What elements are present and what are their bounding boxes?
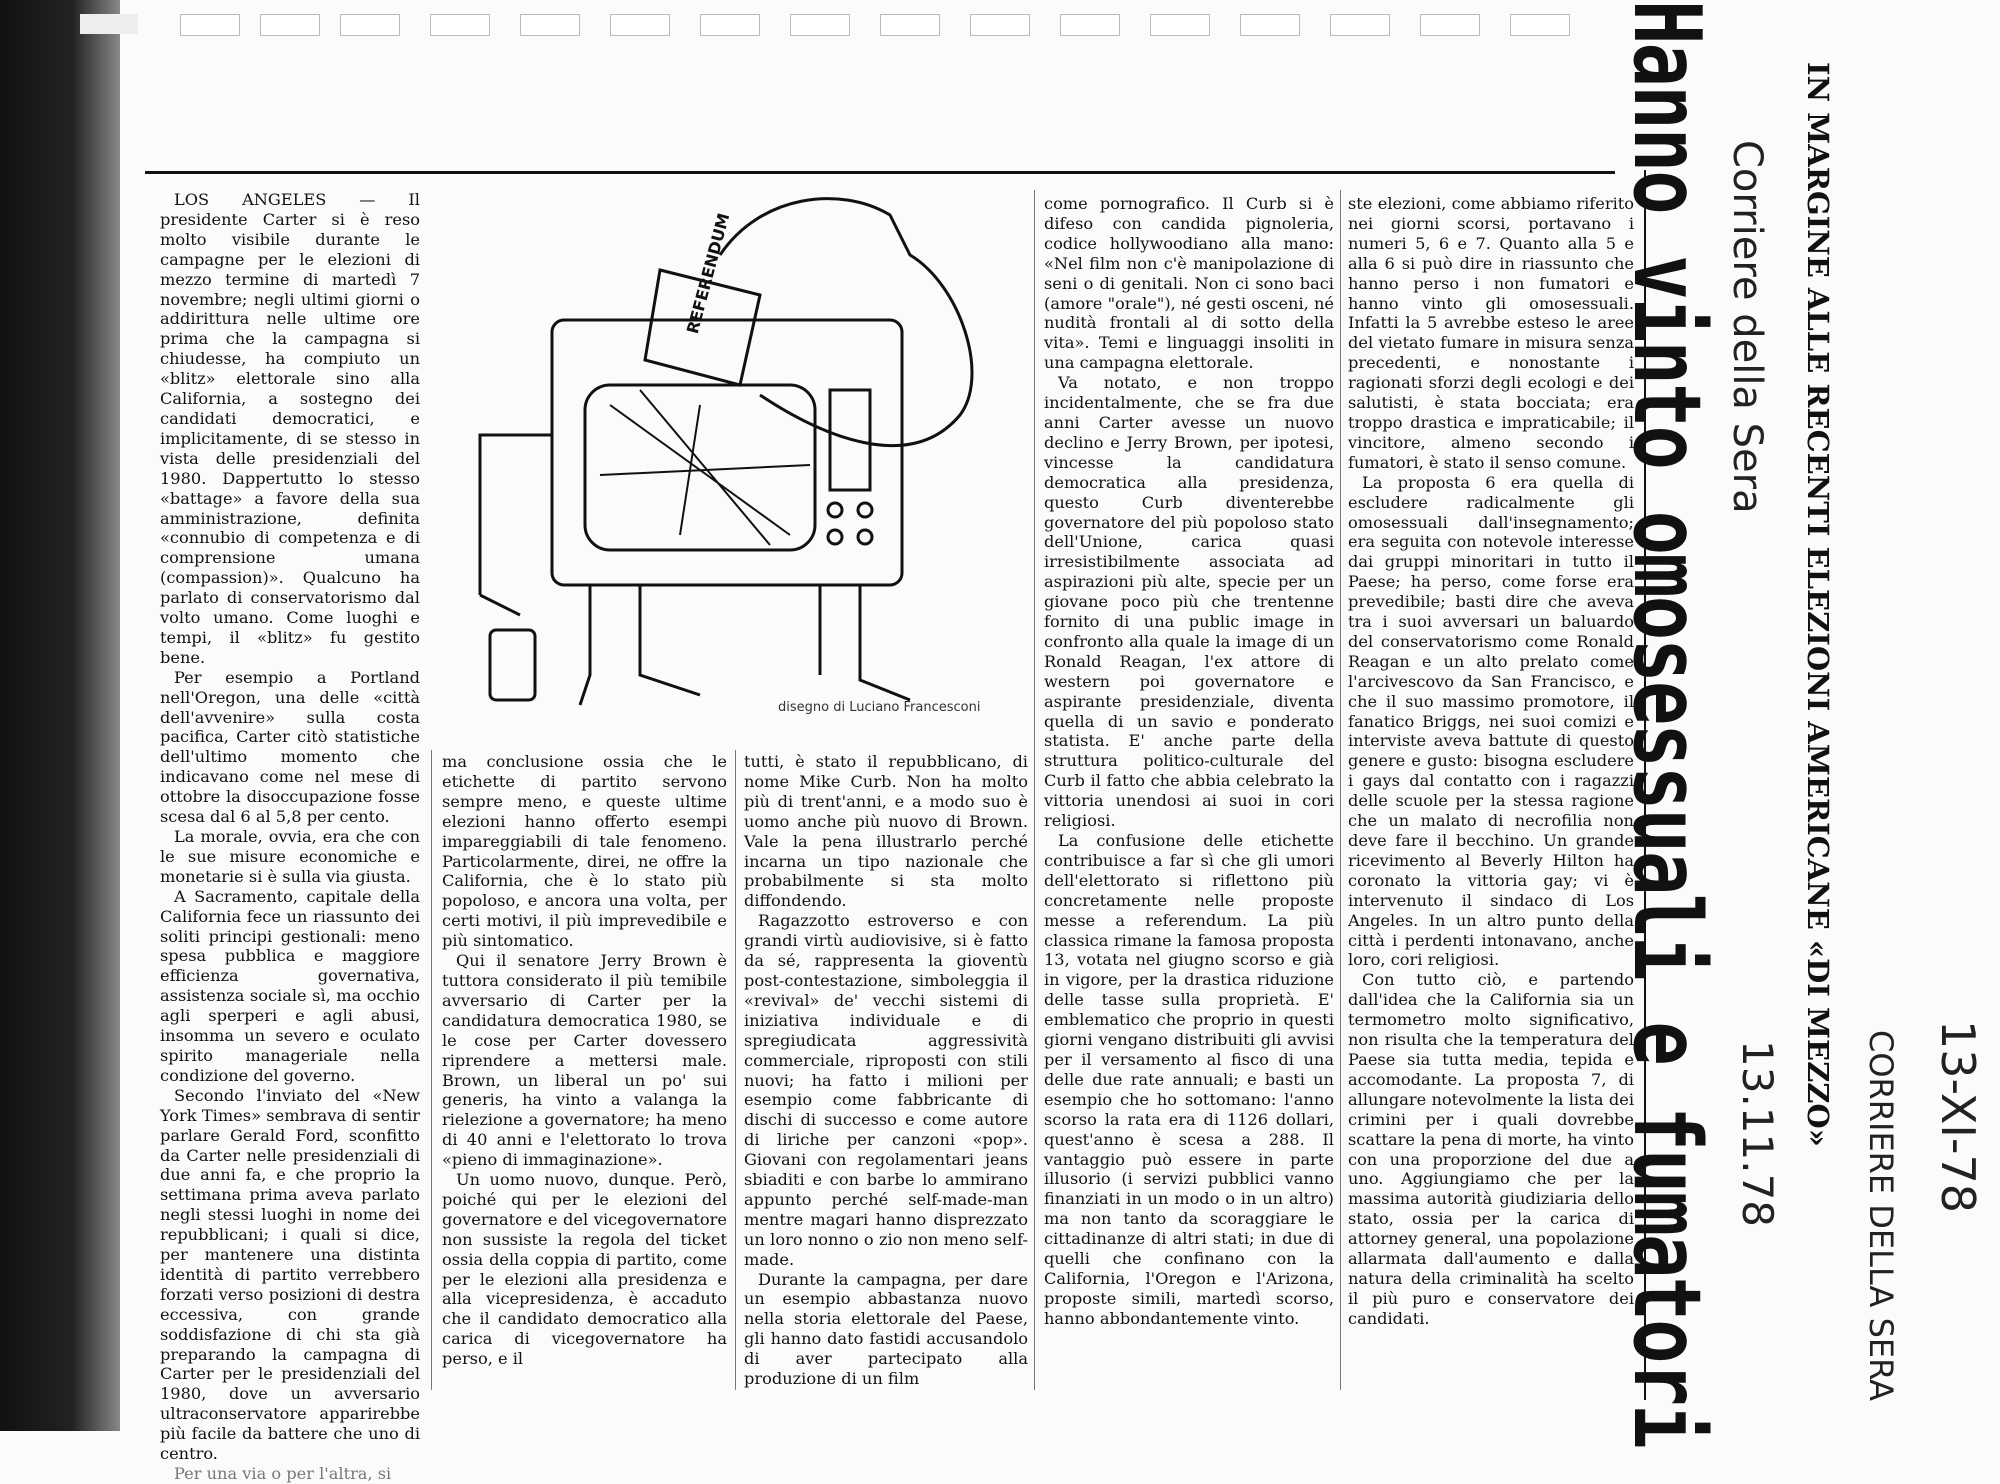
subheadline: IN MARGINE ALLE RECENTI ELEZIONI AMERICANE «DI MEZZO» (1801, 62, 1835, 1147)
paragraph: Secondo l'inviato del «New York Times» sembrava di sentir parlare Gerald Ford, sconfitto da Carter nelle presidenziali di due anni fa, e che proprio la settimana prima aveva parlato negli stessi luoghi in nome dei repubblicani; i quali si dice, per mantenere una distinta identità di partito verrebbero forzati verso posizioni di destra eccessiva, con grande soddisfazione di chi sta già preparando la campagna di Carter per le presidenziali del 1980, dove un avversario ultraconservatore apparirebbe più facile da battere che uno di centro. (160, 1085, 420, 1464)
paragraph: tutti, è stato il repubblicano, di nome Mike Curb. Non ha molto più di trent'anni, e a modo suo è uomo anche più nuovo di Brown. Vale la pena illustrarlo perché incarna un tipo nazionale che probabilmente si sta molto diffondendo. (744, 752, 1028, 911)
paragraph: A Sacramento, capitale della California fece un riassunto dei soliti principi gestionali: meno spesa pubblica e maggiore efficienza governativa, assistenza sociale sì, ma occhio agli sperperi e agli abusi, insomma un severo e oculato spirito manageriale nella condizione del governo. (160, 886, 420, 1085)
paragraph: Va notato, e non troppo incidentalmente, che se fra due anni Carter avesse un nuovo declino e Jerry Brown, per ipotesi, vincesse la candidatura democratica alla presidenza, questo Curb diventerebbe governatore del più popoloso stato dell'Unione, carica quasi irresistibilmente associata ad aspirazioni più alte, specie per un giovane poco più che trentenne fornito di una public image in confronto alla quale la image di un Ronald Reagan, l'ex attore di western poi governatore e aspirante presidenziale, diventa quella di un savio e ponderato statista. E' anche parte della struttura politico-culturale del Curb il fatto che abbia celebrato la vittoria unendosi ai suoi in cori religiosi. (1044, 373, 1334, 831)
paragraph: LOS ANGELES — Il presidente Carter si è reso molto visibile durante le campagne per le elezioni di mezzo termine di martedì 7 novembre; negli ultimi giorni o addirittura nelle ultime ore prima che la campagna si chiudesse, ha compiuto un «blitz» elettorale sino alla California, a sostegno dei candidati democratici, e implicitamente, di se stesso in vista delle presidenziali del 1980. Dappertutto lo stesso «battage» a favore della sua amministrazione, definita «connubio di competenza e di comprensione umana (compassion)». Qualcuno ha parlato di conservatorismo dal volto umano. Come luoghi e tempi, il «blitz» fu gestito bene. (160, 190, 420, 667)
paragraph: La morale, ovvia, era che con le sue misure economiche e monetarie si è sulla via giusta. (160, 827, 420, 886)
article-column-1 (160, 190, 420, 1484)
column-rule (735, 750, 736, 1390)
paragraph: ma conclusione ossia che le etichette di partito servono sempre meno, e queste ultime elezioni hanno offerto esempi impareggiabili di tale fenomeno. Particolarmente, direi, ne offre la California, che è lo stato più popoloso, e ancora una volta, per certi motivi, il più imprevedibile e più sintomatico. (442, 752, 727, 951)
handwritten-date: 13.11.78 (1733, 1040, 1782, 1228)
article-column-3 (744, 752, 1028, 1389)
paragraph: ste elezioni, come abbiamo riferito nei giorni scorsi, portavano i numeri 5, 6 e 7. Quanto alla 5 e alla 6 si può dire in riassunto che hanno perso i non fumatori e hanno vinto gli omosessuali. Infatti la 5 avrebbe esteso le aree del vietato fumare in misura senza precedenti, e nonostante i ragionati sforzi degli ecologi e dei salutisti, è stata bocciata; era troppo drastica e impraticabile; il vincitore, almeno secondo i fumatori, è stato il senso comune. (1348, 194, 1634, 472)
ballot-label: REFERENDUM (682, 211, 734, 336)
column-rule (1034, 190, 1035, 1390)
cartoon-illustration (440, 175, 1020, 720)
paragraph: Durante la campagna, per dare un esempio abbastanza nuovo nella storia elettorale del Paese, gli hanno dato fastidi accusandolo di aver partecipato alla produzione di un film (744, 1269, 1028, 1389)
headline: Hanno vinto omosessuali e fumatori (1612, 0, 1720, 1447)
paragraph: Con tutto ciò, e partendo dall'idea che la California sia un termometro molto significativo, non risulta che la temperatura del Paese sia tutta media, tepida e accomodante. La proposta 7, di allungare notevolmente la lista dei crimini per i quali dovrebbe scattare la pena di morte, ha vinto con una proporzione del due a uno. Aggiungiamo che per la massima autorità giudiziaria dello stato, ossia per la carica di attorney general, una popolazione allarmata dall'aumento e dalla natura della criminalità ha scelto il più puro e conservatore dei candidati. (1348, 970, 1634, 1328)
handwritten-newspaper-name: Corriere della Sera (1724, 140, 1770, 514)
column-rule (1340, 190, 1341, 1390)
article-column-2 (442, 752, 727, 1369)
paragraph: Un uomo nuovo, dunque. Però, poiché qui per le elezioni del governatore e del vicegovernatore non sussiste la regola del ticket ossia della coppia di partito, come per le elezioni alla presidenza e alla vicepresidenza, è accaduto che il candidato democratico alla carica di vicegovernatore ha perso, e il (442, 1170, 727, 1369)
column-rule (431, 750, 432, 1390)
paragraph: Per esempio a Portland nell'Oregon, una delle «città dell'avvenire» sulla costa pacifica, Carter citò statistiche dell'ultimo momento che indicavano come nel mese di ottobre la disoccupazione fosse scesa dal 6 al 5,8 per cento. (160, 667, 420, 827)
paragraph: Ragazzotto estroverso e con grandi virtù audiovisive, si è fatto da sé, rappresenta la gioventù post-contestazione, simboleggia il «revival» de' vecchi sistemi di iniziativa individuale e di spregiudicata aggressività commerciale, riproposti con stili nuovi; ha fatto i milioni per esempio come fabbricante di dischi di successo e come autore di liriche per canzoni «pop». Giovani con regolamentari jeans sbiaditi e con barbe lo ammirano appunto perché self-made-man mentre magari hanno disprezzato un loro nonno o zio non meno self-made. (744, 911, 1028, 1269)
paragraph: come pornografico. Il Curb si è difeso con candida pignoleria, codice hollywoodiano alla mano: «Nel film non c'è manipolazione di seni o di genitali. Non ci sono baci (amore "orale"), né gesti osceni, né nudità frontali al di sotto della vita». Temi e linguaggi insoliti in una campagna elettorale. (1044, 194, 1334, 373)
paragraph: Per una via o per l'altra, si (174, 1464, 392, 1483)
article-column-4 (1044, 194, 1334, 1329)
paragraph: La proposta 6 era quella di escludere radicalmente gli omosessuali dall'insegnamento; era seguita con notevole interesse dai gruppi minoritari in tutto il Paese; ha perso, come forse era prevedibile; basti dire che aveva tra i suoi avversari un baluardo del conservatorismo come Ronald Reagan e un alto prelato come l'arcivescovo da San Francisco, e che il suo massimo promotore, il fanatico Briggs, nei suoi comizi e interviste aveva battute di questo genere e gusto: bisogna escludere i gays dal contatto con i ragazzi delle scuole per la stessa ragione che un malato di necrofilia non deve fare il becchino. Un grande ricevimento al Beverly Hilton ha coronato la vittoria gay; vi è intervenuto il sindaco di Los Angeles. In un altro punto della città i perdenti intonavano, anche loro, cori religiosi. (1348, 472, 1634, 970)
margin-date: 13-XI-78 (1931, 1020, 1985, 1214)
article-column-5 (1348, 194, 1634, 1329)
paragraph: La confusione delle etichette contribuisce a far sì che gli umori dell'elettorato si riflettono più concretamente nelle proposte messe a referendum. La più classica rimane la famosa proposta 13, votata nel giugno scorso e già in vigore, per la drastica riduzione delle tasse sulla proprietà. E' emblematico che proprio in questi giorni vengano distribuiti gli avvisi per il versamento al fisco di una delle due rate annuali; e basti un esempio che ho sottomano: l'anno scorso la rata era di 1126 dollari, quest'anno è scesa a 288. Il vantaggio può essere in parte illusorio (i servizi pubblici vanno finanziati in un modo o in un altro) ma non tanto da scoraggiare le cittadinanze di altri stati; in due di quelli che confinano con la California, l'Oregon e l'Arizona, proposte simili, martedì scorso, hanno abbondantemente vinto. (1044, 831, 1334, 1328)
margin-newspaper-name: CORRIERE DELLA SERA (1862, 1030, 1900, 1401)
scan-dark-edge (0, 0, 120, 1431)
illustration-credit: disegno di Luciano Francesconi (778, 700, 981, 715)
paragraph: Qui il senatore Jerry Brown è tuttora considerato il più temibile avversario di Carter per la candidatura democratica 1980, se le cose per Carter dovessero riprendere a mettersi male. Brown, un liberal un po' sui generis, ha vinto a valanga la rielezione a governatore; ha meno di 40 anni e l'elettorato lo trova «pieno di immaginazione». (442, 951, 727, 1170)
tv-body (552, 320, 902, 585)
top-rule (145, 171, 1615, 174)
